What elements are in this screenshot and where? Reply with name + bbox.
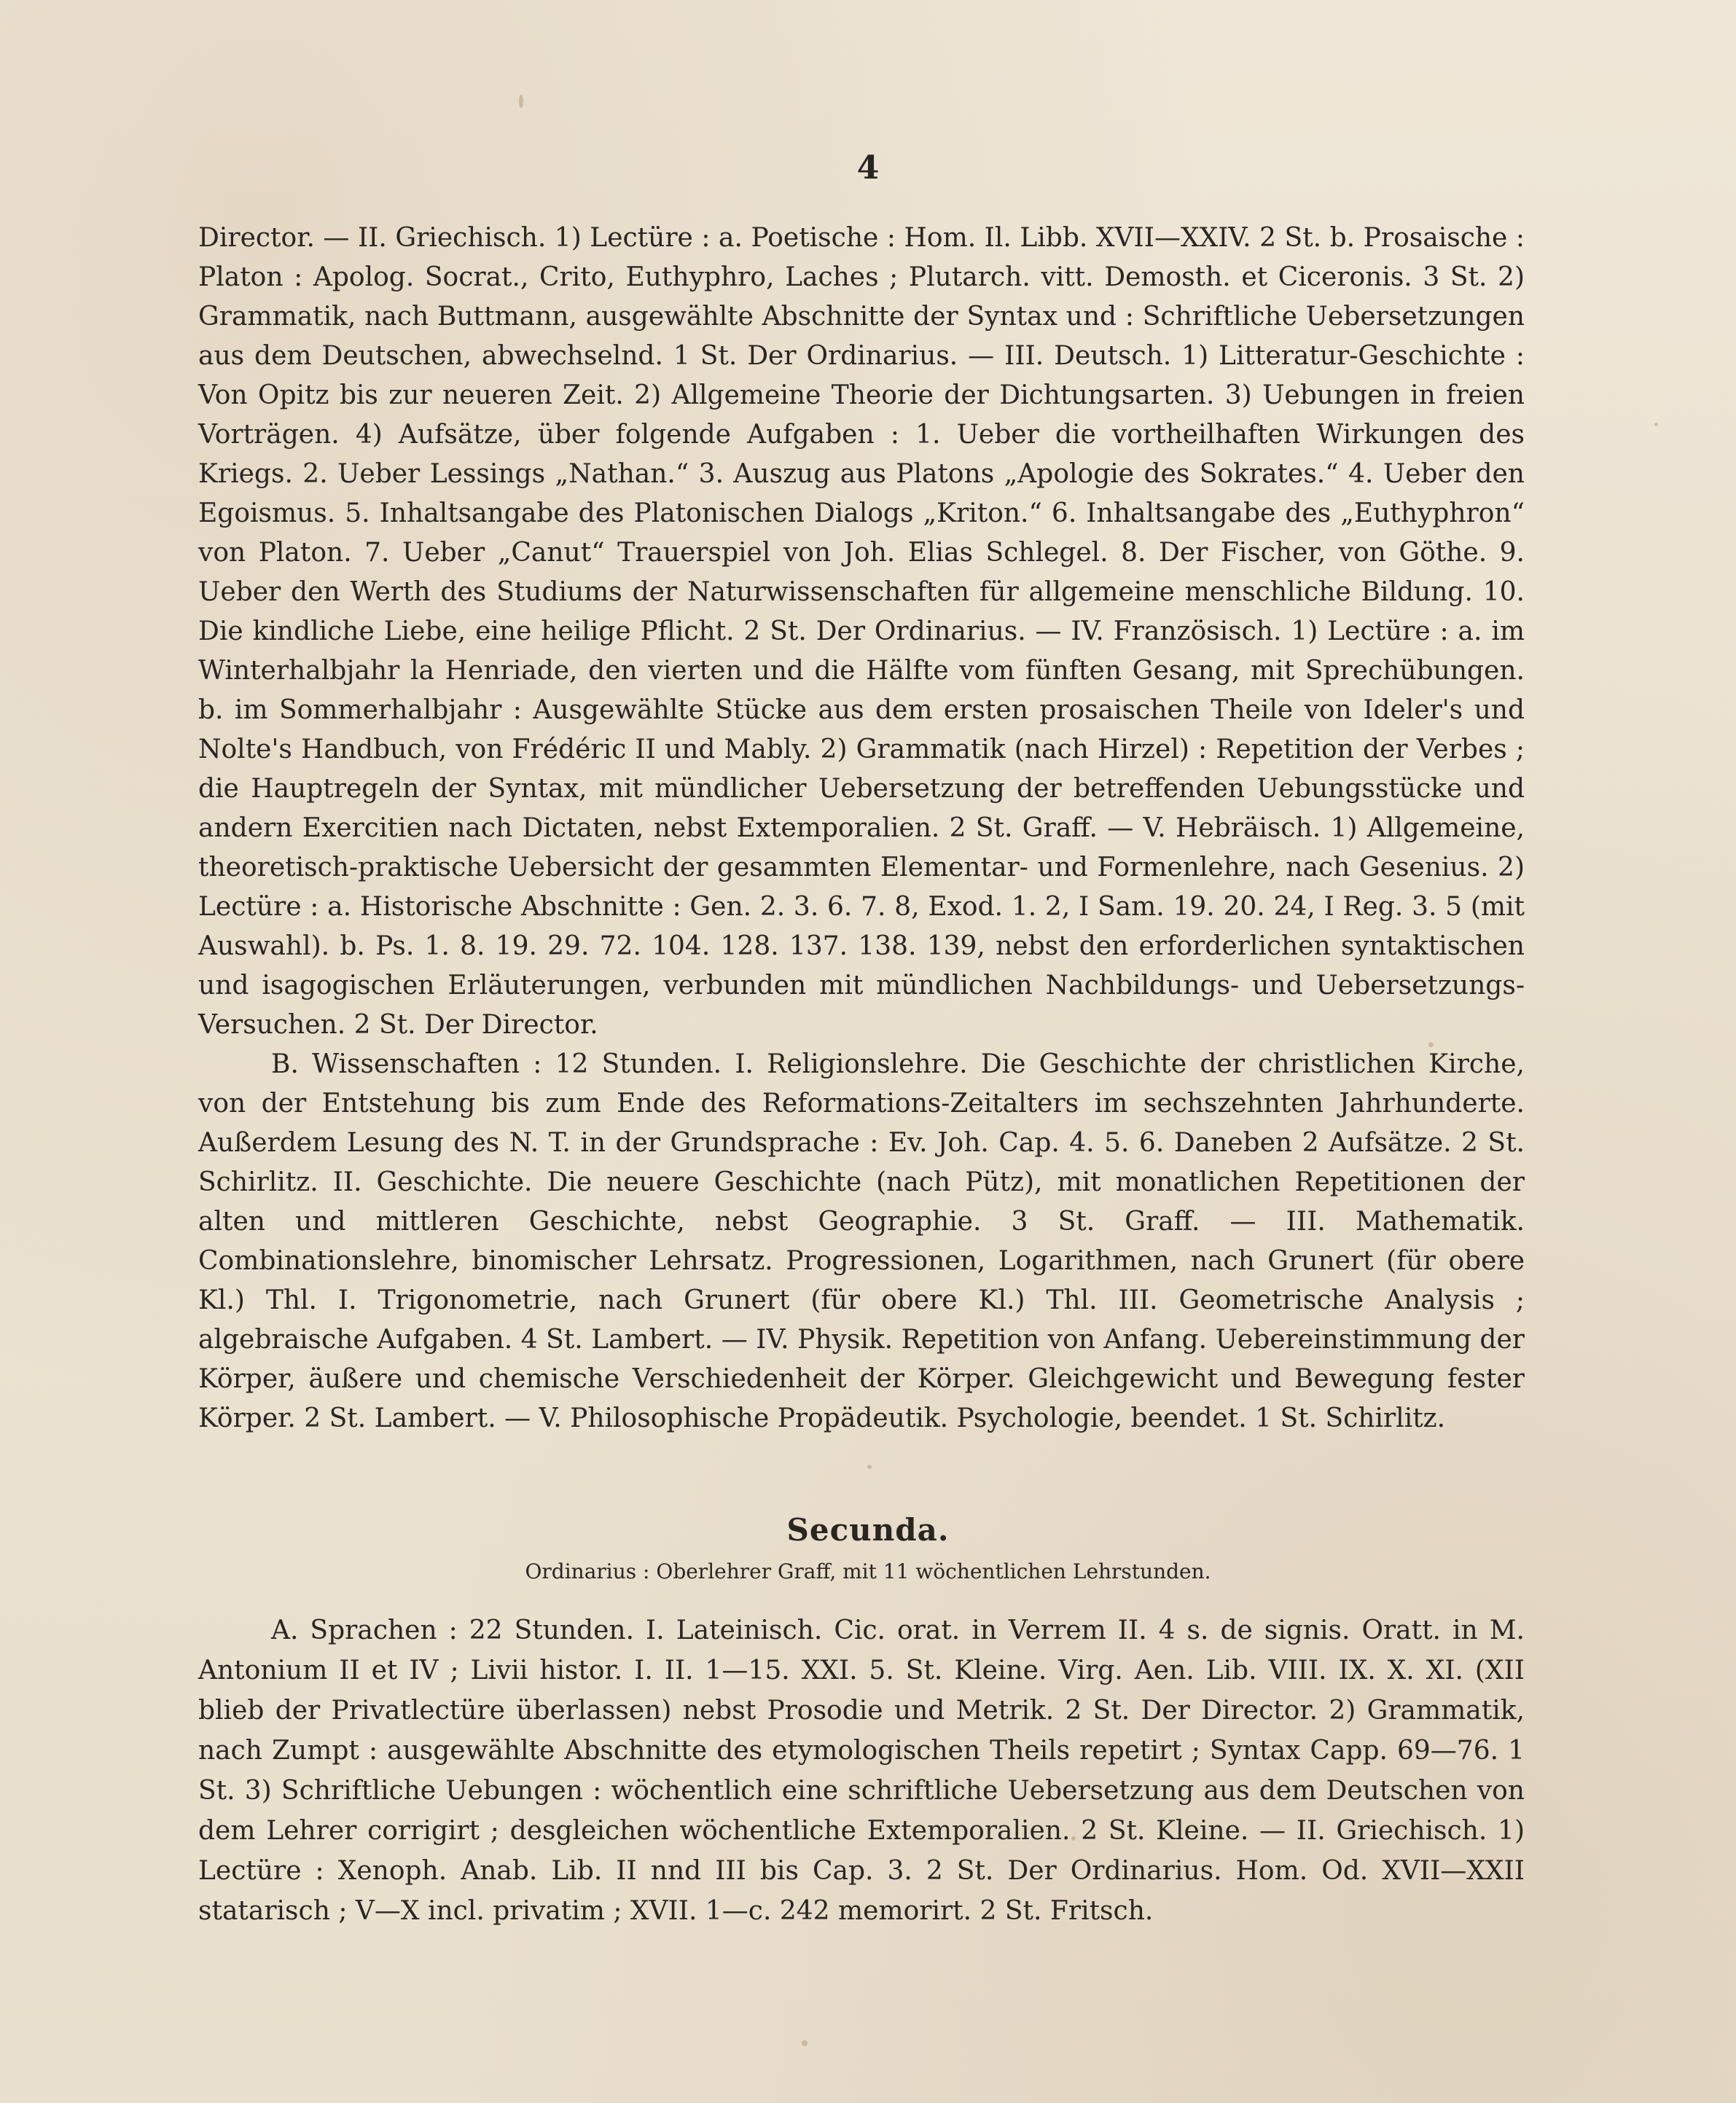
paragraph: A. Sprachen : 22 Stunden. I. Lateinisch. Cic. orat. in Verrem II. 4 s. de signis. Oratt. in M. Antonium II et IV ; Livii histor. I. II. 1—15. XXI. 5. St. Kleine. Virg. Aen. Lib. VIII. IX. X. XI. (XII blieb der Privatlectüre überlassen) nebst Prosodie und Metrik. 2 St. Der Director. 2) Grammatik, nach Zumpt : ausgewählte Abschnitte des etymologischen Theils repetirt ; Syntax Capp. 69—76. 1 St. 3) Schriftliche Uebungen : wöchentlich eine schriftliche Uebersetzung aus dem Deutschen von dem Lehrer corrigirt ; desgleichen wöchentliche Extemporalien. 2 St. Kleine. — II. Griechisch. 1) Lectüre : Xenoph. Anab. Lib. II nnd III bis Cap. 3. 2 St. Der Ordinarius. Hom. Od. XVII—XXII statarisch ; V—X incl. privatim ; XVII. 1—c. 242 memorirt. 2 St. Fritsch. bbox=[198, 1616, 1525, 1926]
paper-stain bbox=[867, 1465, 872, 1469]
paper-stain bbox=[802, 2040, 808, 2046]
paper-stain bbox=[519, 95, 523, 108]
secunda-text-block bbox=[198, 1610, 1525, 1931]
primary-text-block bbox=[198, 219, 1525, 1438]
paragraph: Director. — II. Griechisch. 1) Lectüre : a. Poetische : Hom. Il. Libb. XVII—XXIV. 2 St. b. Prosaische : Platon : Apolog. Socrat., Crito, Euthyphro, Laches ; Plutarch. vitt. Demosth. et Ciceronis. 3 St. 2) Grammatik, nach Buttmann, ausgewählte Abschnitte der Syntax und : Schriftliche Uebersetzungen aus dem Deutschen, abwechselnd. 1 St. Der Ordinarius. — III. Deutsch. 1) Litteratur-Geschichte : Von Opitz bis zur neueren Zeit. 2) Allgemeine Theorie der Dichtungsarten. 3) Uebungen in freien Vorträgen. 4) Aufsätze, über folgende Aufgaben : 1. Ueber die vortheilhaften Wirkungen des Kriegs. 2. Ueber Lessings „Nathan.“ 3. Auszug aus Platons „Apologie des Sokrates.“ 4. Ueber den Egoismus. 5. Inhaltsangabe des Platonischen Dialogs „Kriton.“ 6. Inhaltsangabe des „Euthyphron“ von Platon. 7. Ueber „Canut“ Trauerspiel von Joh. Elias Schlegel. 8. Der Fischer, von Göthe. 9. Ueber den Werth des Studiums der Naturwissenschaften für allgemeine menschliche Bildung. 10. Die kindliche Liebe, eine heilige Pflicht. 2 St. Der Ordinarius. — IV. Französisch. 1) Lectüre : a. im Winterhalbjahr la Henriade, den vierten und die Hälfte vom fünften Gesang, mit Sprechübungen. b. im Sommerhalbjahr : Ausgewählte Stücke aus dem ersten prosaischen Theile von Ideler's und Nolte's Handbuch, von Frédéric II und Mably. 2) Grammatik (nach Hirzel) : Repetition der Verbes ; die Hauptregeln der Syntax, mit mündlicher Uebersetzung der betreffenden Uebungsstücke und andern Exercitien nach Dictaten, nebst Extemporalien. 2 St. Graff. — V. Hebräisch. 1) Allgemeine, theoretisch-praktische Uebersicht der gesammten Elementar- und Formenlehre, nach Gesenius. 2) Lectüre : a. Historische Abschnitte : Gen. 2. 3. 6. 7. 8, Exod. 1. 2, I Sam. 19. 20. 24, I Reg. 3. 5 (mit Auswahl). b. Ps. 1. 8. 19. 29. 72. 104. 128. 137. 138. 139, nebst den erforderlichen syntaktischen und isagogischen Erläuterungen, verbunden mit mündlichen Nachbildungs- und Uebersetzungs-Versuchen. 2 St. Der Director. bbox=[198, 223, 1525, 1040]
paragraph: B. Wissenschaften : 12 Stunden. I. Religionslehre. Die Geschichte der christlichen Kirche, von der Entstehung bis zum Ende des Reformations-Zeitalters im sechszehnten Jahrhunderte. Außerdem Lesung des N. T. in der Grundsprache : Ev. Joh. Cap. 4. 5. 6. Daneben 2 Aufsätze. 2 St. Schirlitz. II. Geschichte. Die neuere Geschichte (nach Pütz), mit monatlichen Repetitionen der alten und mittleren Geschichte, nebst Geographie. 3 St. Graff. — III. Mathematik. Combinationslehre, binomischer Lehrsatz. Progressionen, Logarithmen, nach Grunert (für obere Kl.) Thl. I. Trigonometrie, nach Grunert (für obere Kl.) Thl. III. Geometrische Analysis ; algebraische Aufgaben. 4 St. Lambert. — IV. Physik. Repetition von Anfang. Uebereinstimmung der Körper, äußere und chemische Verschiedenheit der Körper. Gleichgewicht und Bewegung fester Körper. 2 St. Lambert. — V. Philosophische Propädeutik. Psychologie, beendet. 1 St. Schirlitz. bbox=[198, 1049, 1525, 1433]
section-title: Secunda. bbox=[786, 1512, 950, 1548]
paper-stain bbox=[1654, 423, 1658, 426]
page-number: 4 bbox=[856, 149, 880, 187]
section-subtitle: Ordinarius : Oberlehrer Graff, mit 11 wöchentlichen Lehrstunden. bbox=[525, 1559, 1211, 1583]
